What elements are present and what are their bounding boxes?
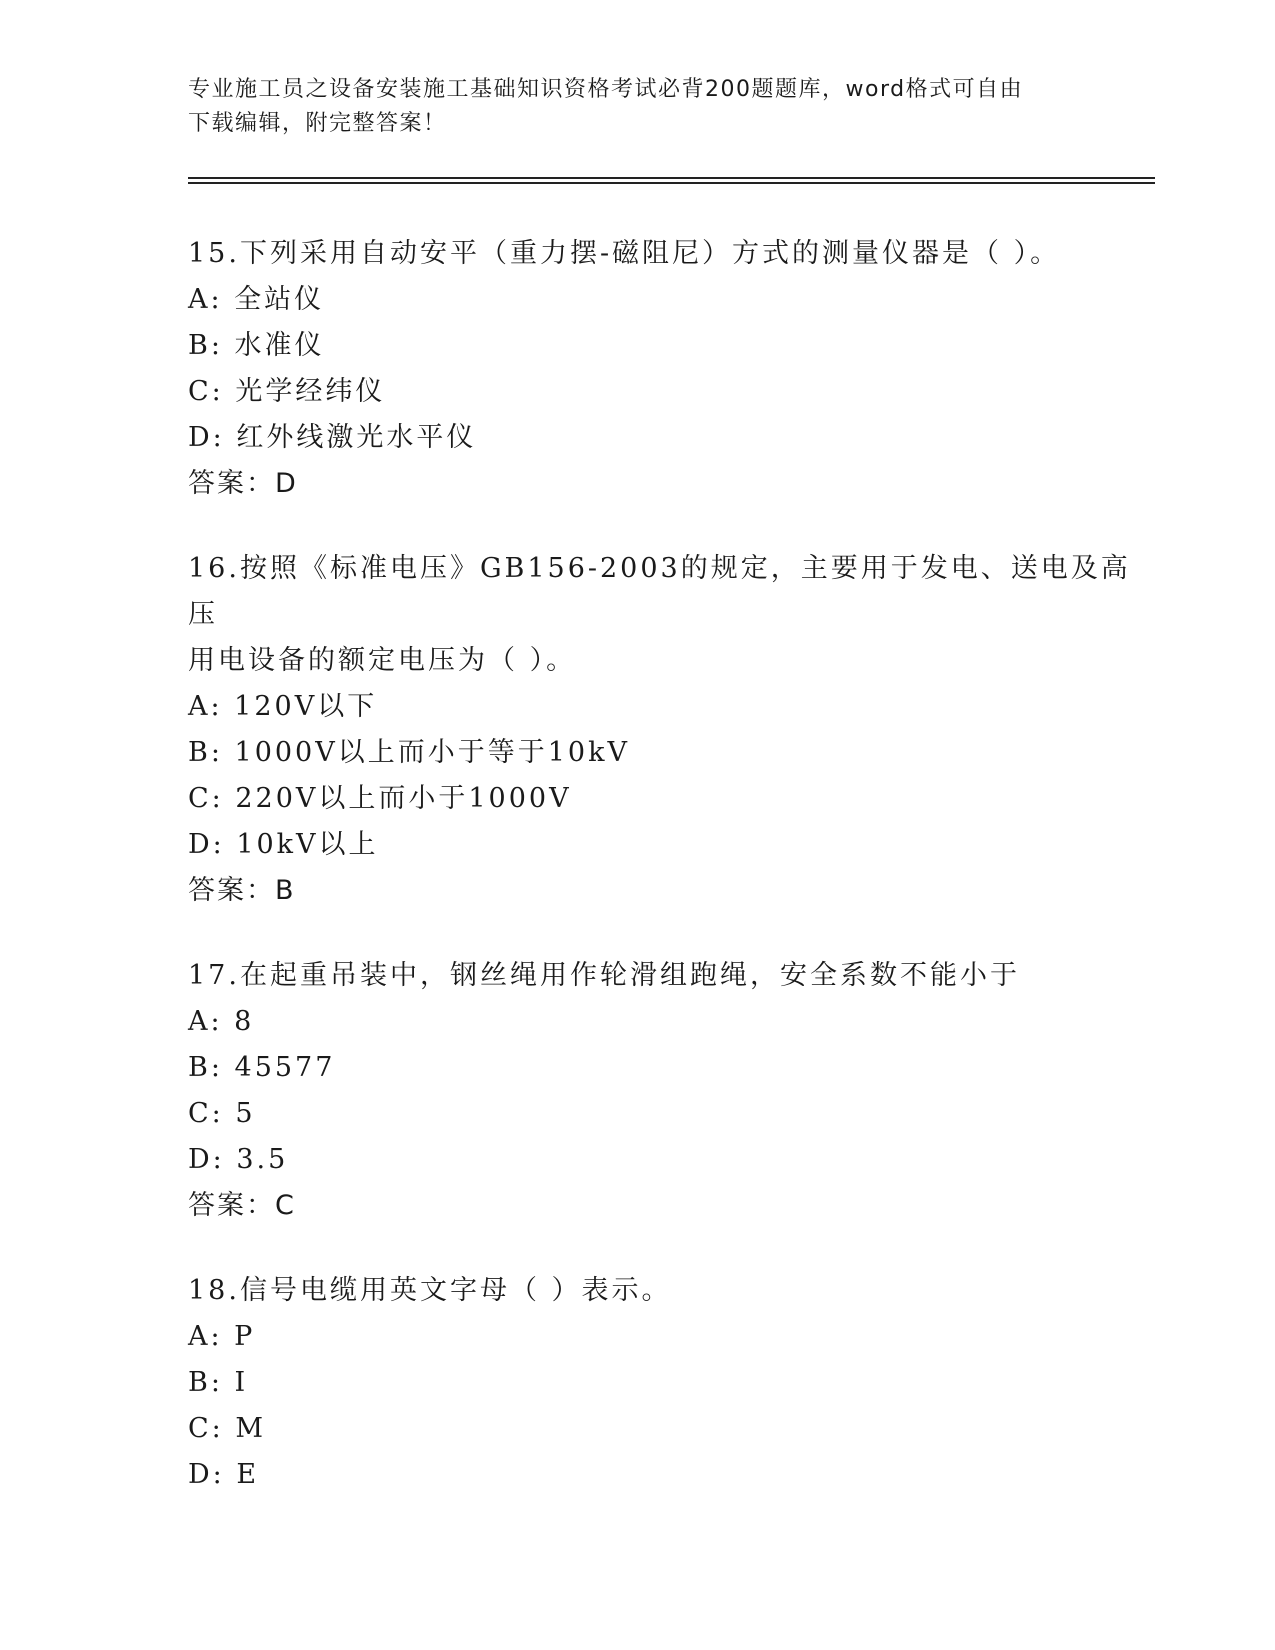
header-line-1: 专业施工员之设备安装施工基础知识资格考试必背200题题库，word格式可自由 [188,77,1024,102]
header-divider-top [188,177,1155,179]
question-stem: 18.信号电缆用英文字母（ ）表示。 [188,1275,672,1306]
document-header [188,73,1088,141]
answer: 答案：B [188,875,296,906]
header-line-2: 下载编辑，附完整答案！ [188,111,447,136]
question-stem: 17.在起重吊装中，钢丝绳用作轮滑组跑绳，安全系数不能小于 [188,960,1020,991]
option-d: D: 10kV以上 [188,829,379,860]
question-list [188,231,1148,1537]
question-15 [188,231,1148,507]
option-a: A: 8 [188,1006,255,1037]
option-b: B: I [188,1367,249,1398]
option-a: A: 120V以下 [188,691,378,722]
option-c: C: 光学经纬仪 [188,376,386,407]
option-c: C: 220V以上而小于1000V [188,783,572,814]
option-d: D: 3.5 [188,1144,289,1175]
header-divider-bottom [188,182,1155,184]
question-16 [188,546,1148,914]
question-17 [188,953,1148,1229]
question-stem: 15.下列采用自动安平（重力摆-磁阻尼）方式的测量仪器是（ ）。 [188,238,1061,269]
answer: 答案：D [188,468,298,499]
option-c: C: M [188,1413,266,1444]
question-stem-line-1: 16.按照《标准电压》GB156-2003的规定，主要用于发电、送电及高压 [188,553,1131,630]
option-d: D: E [188,1459,260,1490]
option-b: B: 水准仪 [188,330,325,361]
option-a: A: P [188,1321,256,1352]
question-stem-line-2: 用电设备的额定电压为（ ）。 [188,645,577,676]
option-d: D: 红外线激光水平仪 [188,422,477,453]
option-b: B: 45577 [188,1052,336,1083]
answer: 答案：C [188,1190,296,1221]
option-b: B: 1000V以上而小于等于10kV [188,737,630,768]
option-a: A: 全站仪 [188,284,325,315]
question-18 [188,1268,1148,1498]
option-c: C: 5 [188,1098,256,1129]
